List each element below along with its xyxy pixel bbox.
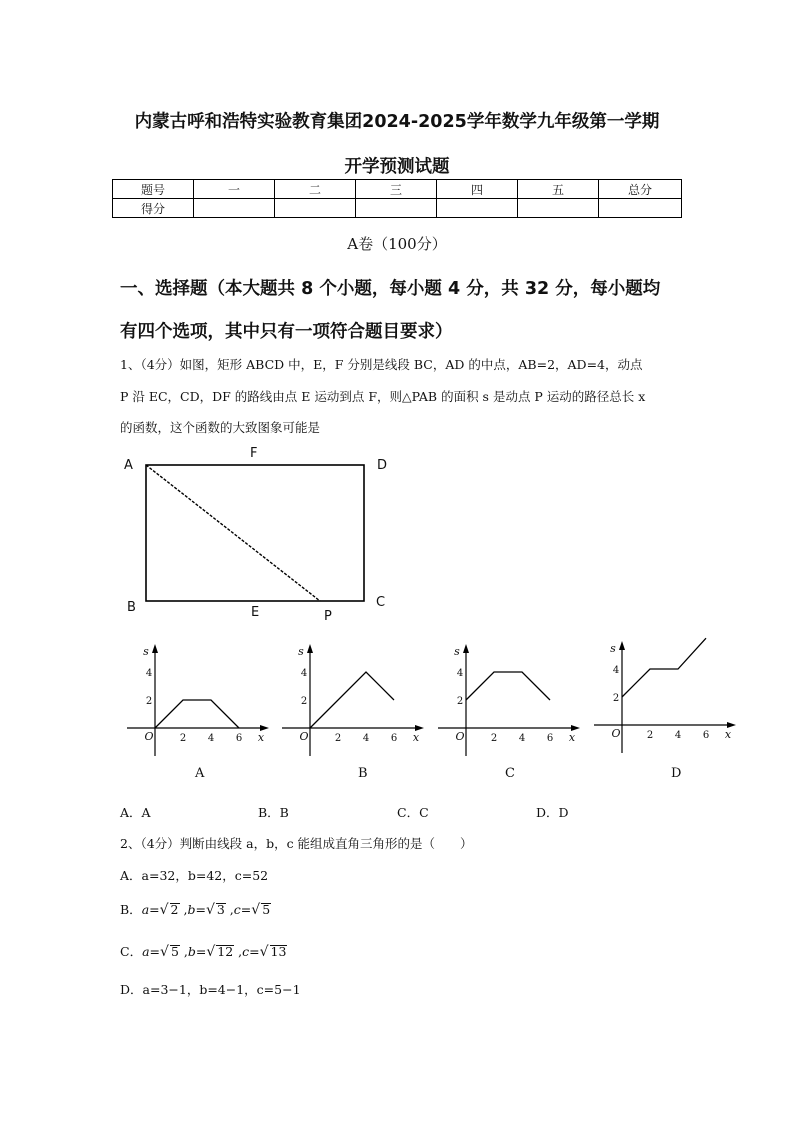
x-tick-label: 6: [546, 733, 554, 744]
origin-label: O: [144, 730, 154, 743]
y-axis-label: s: [610, 642, 616, 655]
y-axis-arrow-icon: [307, 644, 313, 653]
q1-option-a[interactable]: A．A: [120, 805, 151, 820]
q2-option-b[interactable]: B．a=√ 2 ,b=√ 3 ,c=√ 5: [120, 902, 271, 918]
score-cell: 三: [356, 180, 437, 199]
y-tick-label: 4: [612, 665, 620, 676]
graph-caption-d: D: [671, 766, 682, 781]
origin-label: O: [299, 730, 309, 743]
x-tick-label: 6: [235, 733, 243, 744]
graph-caption-c: C: [505, 766, 515, 781]
graph-polyline: [310, 672, 394, 728]
score-cell: 五: [518, 180, 599, 199]
graph-caption-a: A: [195, 766, 205, 781]
q2-option-c-prefix: C．: [120, 944, 143, 959]
q1-option-d[interactable]: D．D: [536, 805, 569, 820]
y-tick-label: 2: [612, 693, 620, 704]
score-cell: 总分: [599, 180, 682, 199]
y-axis-arrow-icon: [619, 641, 625, 650]
score-label-cell: 得分: [113, 199, 194, 218]
q2-option-c[interactable]: C．a=√ 5 ,b=√ 12 ,c=√ 13: [120, 944, 287, 960]
graph-polyline: [466, 672, 550, 700]
x-axis-label: x: [257, 731, 265, 744]
q1-line3: 的函数，这个函数的大致图象可能是: [120, 420, 321, 435]
x-axis-label: x: [412, 731, 420, 744]
q1-line2: P 沿 EC，CD，DF 的路线由点 E 运动到点 F，则△PAB 的面积 s 是动点 P 运动的路径总长 x: [120, 389, 646, 404]
point-label-b: B: [127, 600, 136, 615]
graph-caption-b: B: [358, 766, 368, 781]
y-tick-label: 2: [456, 696, 464, 707]
point-label-p: P: [324, 609, 332, 624]
x-tick-label: 4: [207, 733, 215, 744]
point-label-d: D: [377, 458, 388, 473]
graph-polyline: [622, 638, 706, 697]
exam-title-line2: 开学预测试题: [344, 157, 450, 177]
point-label-e: E: [251, 605, 260, 620]
graph-polyline: [155, 700, 239, 728]
y-axis-arrow-icon: [463, 644, 469, 653]
radicand: 12: [217, 944, 234, 959]
y-axis-arrow-icon: [152, 644, 158, 653]
x-tick-label: 2: [490, 733, 498, 744]
point-label-a: A: [124, 458, 133, 473]
radicand: 13: [270, 944, 287, 959]
radicand: 5: [262, 902, 271, 917]
x-axis-label: x: [724, 728, 732, 741]
y-axis-label: s: [298, 645, 304, 658]
origin-label: O: [455, 730, 465, 743]
y-axis-label: s: [454, 645, 460, 658]
x-tick-label: 6: [390, 733, 398, 744]
q2-option-b-prefix: B．: [120, 902, 142, 917]
y-axis-label: s: [143, 645, 149, 658]
radicand: 5: [170, 944, 179, 959]
part1-heading-line1: 一、选择题（本大题共 8 个小题，每小题 4 分，共 32 分，每小题均: [120, 279, 661, 299]
x-tick-label: 6: [702, 730, 710, 741]
section-a-heading: A卷（100分）: [347, 235, 447, 253]
part1-heading-line2: 有四个选项，其中只有一项符合题目要求）: [120, 322, 453, 342]
q1-line1: 1、（4分）如图，矩形 ABCD 中，E，F 分别是线段 BC，AD 的中点，AB=2，AD=4，动点: [120, 357, 643, 372]
radicand: 3: [216, 902, 225, 917]
x-tick-label: 4: [674, 730, 682, 741]
q1-option-c[interactable]: C．C: [397, 805, 429, 820]
x-tick-label: 4: [362, 733, 370, 744]
x-axis-label: x: [568, 731, 576, 744]
origin-label: O: [611, 727, 621, 740]
y-tick-label: 2: [300, 696, 308, 707]
point-label-f: F: [250, 446, 258, 461]
y-tick-label: 4: [145, 668, 153, 679]
x-tick-label: 2: [646, 730, 654, 741]
q2-option-a[interactable]: A．a=32，b=42，c=52: [120, 868, 269, 883]
score-cell: 一: [194, 180, 275, 199]
score-cell: 四: [437, 180, 518, 199]
score-cell: 二: [275, 180, 356, 199]
x-tick-label: 2: [334, 733, 342, 744]
score-cell: 题号: [113, 180, 194, 199]
exam-title-line1: 内蒙古呼和浩特实验教育集团2024-2025学年数学九年级第一学期: [134, 112, 660, 132]
point-label-c: C: [376, 595, 386, 610]
q2-stem: 2、（4分）判断由线段 a，b，c 能组成直角三角形的是（ ）: [120, 836, 473, 851]
x-tick-label: 2: [179, 733, 187, 744]
y-tick-label: 2: [145, 696, 153, 707]
q1-option-b[interactable]: B．B: [258, 805, 289, 820]
y-tick-label: 4: [456, 668, 464, 679]
x-tick-label: 4: [518, 733, 526, 744]
y-tick-label: 4: [300, 668, 308, 679]
radicand: 2: [170, 902, 179, 917]
q2-option-d[interactable]: D．a=3−1，b=4−1，c=5−1: [120, 982, 301, 997]
